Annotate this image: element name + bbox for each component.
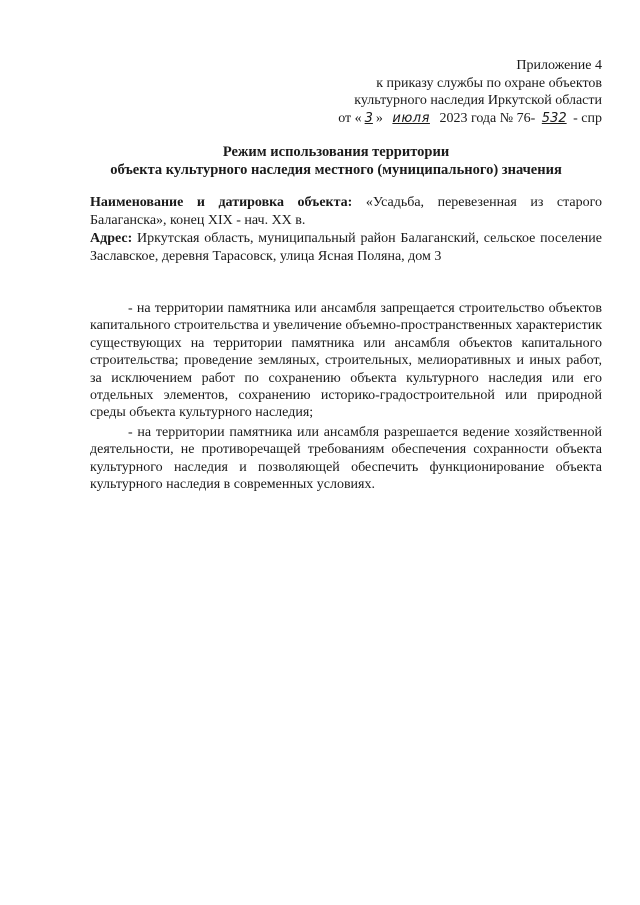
address-value: Иркутская область, муниципальный район Балаганский, сельское поселение Заславское, деревня Тарасовск, улица Ясная Поляна, дом 3 <box>90 231 602 264</box>
order-date-line <box>272 110 602 128</box>
handwritten-order-number: 532 <box>541 110 567 126</box>
order-authority: культурного наследия Иркутской области <box>354 93 602 108</box>
object-name-label: Наименование и датировка объекта: <box>90 195 353 210</box>
object-name-value: «Усадьба, перевезенная из старого Балаганска», конец XIX - нач. XX в. <box>90 195 603 228</box>
object-address <box>90 230 602 265</box>
document-body <box>90 300 602 495</box>
handwritten-day: 3 <box>364 110 373 126</box>
order-suffix: - спр <box>573 110 602 126</box>
date-close: » <box>375 110 383 126</box>
handwritten-month: июля <box>392 110 430 126</box>
object-name <box>90 194 602 229</box>
address-label: Адрес: <box>90 231 133 246</box>
document-title <box>70 143 602 179</box>
title-line-2: объекта культурного наследия местного (муниципального) значения <box>110 162 562 178</box>
order-reference: к приказу службы по охране объектов <box>376 75 602 91</box>
title-line-1: Режим использования территории <box>222 144 450 160</box>
date-year: 2023 года № 76- <box>439 110 536 126</box>
permission-paragraph: - на территории памятника или ансамбля разрешается ведение хозяйственной деятельности, не противоречащей требованиям обеспечения сохранности объекта культурного наследия и позволяющей обеспечить функционирование объекта культурного наследия в современных условиях. <box>90 424 602 493</box>
prohibition-paragraph: - на территории памятника или ансамбля запрещается строительство объектов капитального строительства и увеличение объемно-пространственных характеристик существующих на территории памятника или ансамбля объектов капитального строительства; проведение земляных, строительных, мелиоративных и иных работ, за исключением работ по сохранению объекта культурного наследия или его отдельных элементов, сохранению историко-градостроительной или природной среды объекта культурного наследия; <box>90 301 602 421</box>
date-prefix: от « <box>338 110 362 126</box>
appendix-number: Приложение 4 <box>516 58 602 73</box>
appendix-header <box>272 57 602 127</box>
